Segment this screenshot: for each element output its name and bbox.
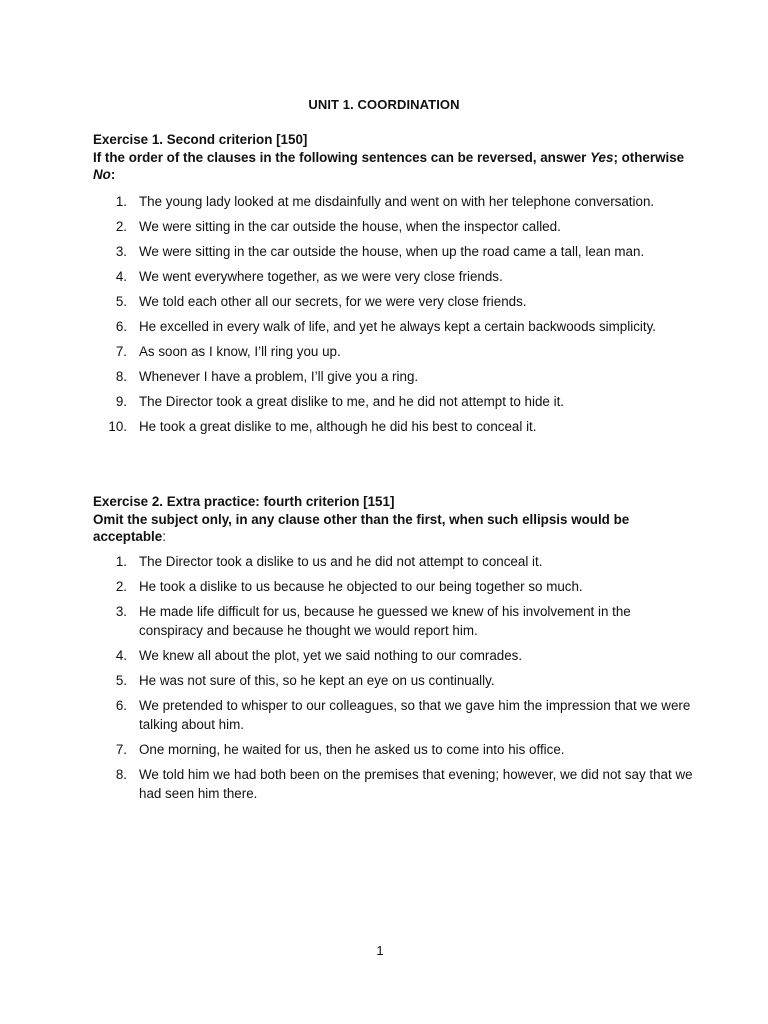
list-item — [93, 740, 693, 759]
item-number: 5. — [115, 673, 127, 688]
item-text: He was not sure of this, so he kept an eye on us continually. — [139, 673, 495, 688]
item-text: He excelled in every walk of life, and yet he always kept a certain backwoods simplicity. — [139, 319, 657, 334]
item-text: He took a great dislike to me, although he did his best to conceal it. — [139, 419, 537, 434]
item-number: 4. — [115, 648, 127, 663]
item-number: 4. — [115, 269, 127, 284]
exercise-1-instruction — [93, 149, 693, 183]
exercise-1-heading: Exercise 1. Second criterion [150] — [93, 132, 308, 147]
instruction-text: If the order of the clauses in the following sentences can be reversed, answer — [93, 150, 591, 165]
list-item — [93, 242, 693, 261]
exercise-2-list — [93, 552, 693, 803]
list-item — [93, 217, 693, 236]
list-item — [93, 417, 693, 436]
item-number: 3. — [115, 244, 127, 259]
item-number: 8. — [115, 767, 127, 782]
item-text: We told him we had both been on the premises that evening; however, we did not say that we had seen him there. — [139, 767, 693, 801]
item-number: 7. — [115, 344, 127, 359]
item-number: 3. — [115, 604, 127, 619]
item-text: We were sitting in the car outside the house, when up the road came a tall, lean man. — [139, 244, 645, 259]
exercise-2-instruction — [93, 511, 693, 545]
exercise-1 — [93, 131, 693, 442]
instruction-yes: Yes — [590, 150, 614, 165]
list-item — [93, 292, 693, 311]
item-text: We knew all about the plot, yet we said nothing to our comrades. — [139, 648, 523, 663]
item-number: 8. — [115, 369, 127, 384]
item-number: 5. — [115, 294, 127, 309]
item-text: We were sitting in the car outside the house, when the inspector called. — [139, 219, 561, 234]
item-number: 2. — [115, 579, 127, 594]
list-item — [93, 671, 693, 690]
item-text: The Director took a great dislike to me, and he did not attempt to hide it. — [139, 394, 565, 409]
list-item — [93, 317, 693, 336]
list-item — [93, 577, 693, 596]
item-text: We told each other all our secrets, for we were very close friends. — [139, 294, 527, 309]
list-item — [93, 552, 693, 571]
exercise-2 — [93, 493, 693, 809]
item-number: 9. — [115, 394, 127, 409]
page-title: UNIT 1. COORDINATION — [308, 97, 460, 112]
list-item — [93, 392, 693, 411]
item-text: We went everywhere together, as we were very close friends. — [139, 269, 503, 284]
item-text: He made life difficult for us, because he guessed we knew of his involvement in the conspiracy and because he thought we would report him. — [139, 604, 631, 638]
page-number: 1 — [376, 943, 384, 958]
item-number: 1. — [115, 554, 127, 569]
instruction-text: ; otherwise — [613, 150, 685, 165]
item-text: The young lady looked at me disdainfully and went on with her telephone conversation. — [139, 194, 655, 209]
item-number: 7. — [115, 742, 127, 757]
list-item — [93, 192, 693, 211]
instruction-text: : — [162, 529, 166, 544]
item-text: The Director took a dislike to us and he did not attempt to conceal it. — [139, 554, 543, 569]
list-item — [93, 367, 693, 386]
item-number: 6. — [115, 698, 127, 713]
instruction-text: Omit the subject only, in any clause other than the first, when such ellipsis would be acceptable — [93, 512, 630, 544]
list-item — [93, 646, 693, 665]
list-item — [93, 267, 693, 286]
exercise-2-heading: Exercise 2. Extra practice: fourth criterion [151] — [93, 494, 395, 509]
list-item — [93, 696, 693, 734]
item-text: As soon as I know, I’ll ring you up. — [139, 344, 341, 359]
item-text: He took a dislike to us because he objected to our being together so much. — [139, 579, 583, 594]
instruction-text: : — [110, 167, 116, 182]
exercise-1-list — [93, 192, 693, 436]
item-number: 2. — [115, 219, 127, 234]
item-number: 6. — [115, 319, 127, 334]
item-number: 1. — [115, 194, 127, 209]
instruction-no: No — [93, 167, 111, 182]
item-text: We pretended to whisper to our colleagues, so that we gave him the impression that we were talking about him. — [139, 698, 691, 732]
list-item — [93, 602, 693, 640]
item-text: One morning, he waited for us, then he asked us to come into his office. — [139, 742, 565, 757]
list-item — [93, 342, 693, 361]
list-item — [93, 765, 693, 803]
item-number: 10. — [108, 419, 127, 434]
item-text: Whenever I have a problem, I’ll give you a ring. — [139, 369, 419, 384]
